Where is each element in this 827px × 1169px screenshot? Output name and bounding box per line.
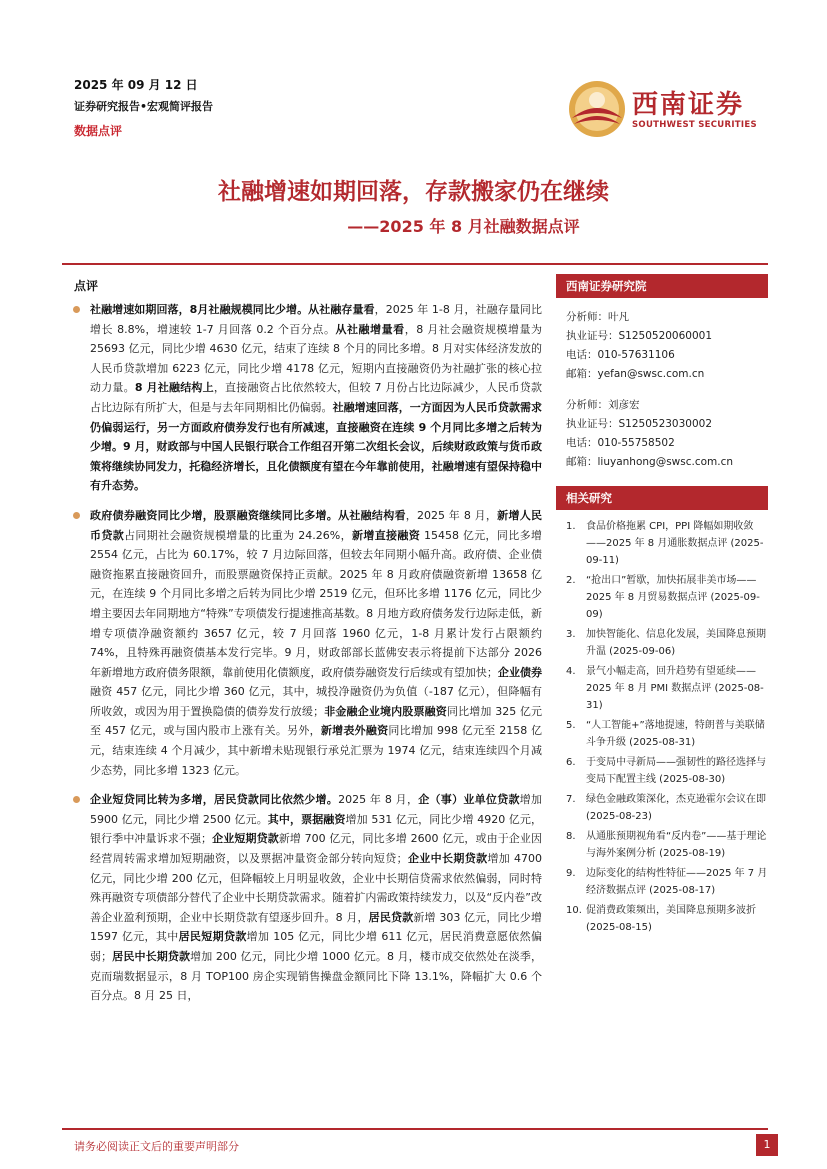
body-paragraph [64, 300, 542, 496]
related-research-item[interactable] [556, 626, 768, 660]
bold-text-run: 新增表外融资 [320, 724, 389, 738]
related-item-text: 食品价格拖累 CPI，PPI 降幅如期收敛——2025 年 8 月通胀数据点评 (2025-09-11) [586, 521, 764, 566]
related-research-item[interactable] [556, 518, 768, 569]
related-item-text: 从通胀预期视角看“反内卷”——基于理论与海外案例分析 (2025-08-19) [586, 831, 767, 859]
analyst-name: 分析师：叶凡 [566, 311, 629, 323]
bold-text-run: 企业短贷同比转为多增，居民贷款同比依然少增。 [90, 793, 339, 807]
text-run: 2025 年 8 月， [338, 793, 419, 807]
related-item-number: 2. [566, 575, 576, 586]
bold-text-run: 从社融增量看 [335, 322, 405, 336]
related-item-text: 加快智能化、信息化发展，美国降息预期升温 (2025-09-06) [586, 629, 766, 657]
bullet-dot-icon [73, 306, 80, 313]
bold-text-run: 8 月社融结构上 [134, 381, 214, 395]
related-item-number: 4. [566, 666, 576, 677]
main-body [64, 300, 542, 1016]
related-item-text: 促消费政策频出，美国降息预期多波折 (2025-08-15) [586, 905, 756, 933]
logo-english-name: SOUTHWEST SECURITIES [632, 120, 757, 130]
bold-text-run: 企（事）业单位贷款 [418, 793, 520, 807]
related-research-item[interactable] [556, 717, 768, 751]
text-run: 融资 457 亿元，同比少增 360 亿元，其中，城投净融资仍为负值（-187 亿元），但降幅有所收敛，或因为用于置换隐债的债券发行放缓； [90, 685, 542, 718]
sidebar [556, 274, 768, 939]
bold-text-run: 其中，票据融资 [267, 812, 346, 826]
related-item-number: 10. [566, 905, 582, 916]
related-item-number: 9. [566, 868, 576, 879]
text-run: 15458 亿元，同比多增 2554 亿元，占比为 60.17%，较 7 月边际回落，但较去年同期小幅升高。政府债、企业债融资拖累直接融资回升，而股票融资保持正贡献。2025 年 8 月政府债融资新增 13658 亿元，在连续 9 个月同比多增之后转为同比少增 2519 亿元，但环比多增 1176 亿元，同比少增主要因去年同期地方“特殊”专项债发行提速推高基数。8 月地方政府债务发行边际走低，新增专项债净融资额约 3657 亿元，较 7 月回落 1960 亿元，1-8 月累计发行占限额约 74%，且特殊再融资债基本发行完毕。9 月，财政部部长蓝佛安表示将提前下达部分 2026 年新增地方政府债务限额，靠前使用化债额度，政府债券融资发行后续或有望加快； [90, 528, 542, 679]
text-run: 新增 700 亿元，同比多增 2600 亿元，或由于企业因经营周转需求增加短期融资，以及票据冲量资金部分转向短贷； [90, 832, 543, 866]
bold-text-run: 居民贷款 [368, 910, 414, 924]
related-research-item[interactable] [556, 902, 768, 936]
related-item-number: 5. [566, 720, 576, 731]
text-run: ，8 月社会融资规模增量为 25693 亿元，同比少增 4630 亿元，结束了连续 8 个月的同比多增。8 月对实体经济发放的人民币贷款增加 6223 亿元，同比少增 4178 亿元，短期内直接融资仍为社融扩张的核心拉动力量。 [90, 322, 543, 395]
bold-text-run: 政府债券融资同比少增，股票融资继续同比多增。从社融结构看 [90, 508, 406, 522]
analyst-license: 执业证号：S1250523030002 [566, 418, 713, 430]
related-item-number: 1. [566, 521, 576, 532]
analyst-phone: 电话：010-57631106 [566, 349, 675, 361]
text-run: ，2025 年 8 月， [405, 508, 498, 522]
text-run: 增加 4700 亿元，同比少增 200 亿元，但降幅较上月明显收敛，企业中长期信贷需求依然偏弱，同时特殊再融资专项债部分替代了企业中长期贷款需求。随着扩内需政策持续发力，以及“反内卷”改善企业盈利预期，企业中长期贷款有望逐步回升。8 月， [90, 852, 542, 924]
related-research-item[interactable] [556, 663, 768, 714]
bold-text-run: 居民中长期贷款 [112, 950, 191, 963]
logo-chinese-name: 西南证券 [632, 90, 745, 120]
related-item-number: 3. [566, 629, 576, 640]
related-research-item[interactable] [556, 865, 768, 899]
related-item-text: 绿色金融政策深化，杰克逊霍尔会议在即 (2025-08-23) [586, 794, 766, 822]
related-research-item[interactable] [556, 754, 768, 788]
bold-text-run: 社融增速如期回落，8月社融规模同比少增。从社融存量看 [90, 303, 375, 316]
bold-text-run: 社融增速回落，一方面因为人民币贷款需求仍偏弱运行，另一方面政府债券发行也有所减速，直接融资在连续 9 个月同比多增之后转为少增。9 月，财政部与中国人民银行联合工作组召开第二次组长会议，后续财政政策与货币政策将继续协同发力，托稳经济增长，且化债额度有望在今年靠前使用，社融增速有望保持稳中有升态势。 [90, 400, 543, 493]
text-run: ，2025 年 1-8 月，社融存量同比增长 8.8%，增速较 1-7 月回落 0.2 个百分点。 [90, 303, 543, 336]
bold-text-run: 新增人民币贷款 [90, 508, 543, 542]
report-category: 数据点评 [74, 124, 123, 138]
body-paragraph [64, 506, 542, 780]
related-research-header: 相关研究 [556, 486, 768, 510]
logo-sun-icon [566, 78, 628, 140]
bullet-dot-icon [73, 796, 80, 803]
text-run: 占同期社会融资规模增量的比重为 24.26%， [124, 528, 352, 542]
section-heading: 点评 [74, 279, 99, 293]
bold-text-run: 企业短期贷款 [212, 832, 279, 846]
page-title: 社融增速如期回落，存款搬家仍在继续 [218, 178, 609, 205]
text-run: ，直接融资占比依然较大，但较 7 月份占比边际减少，人民币贷款占比边际有所扩大，但是与去年同期相比仍偏弱。 [90, 381, 543, 414]
footer-disclaimer[interactable]: 请务必阅读正文后的重要声明部分 [74, 1140, 239, 1153]
bold-text-run: 企业债券 [497, 665, 543, 679]
related-item-text: 于变局中寻新局——强韧性的路径选择与变局下配置主线 (2025-08-30) [586, 757, 766, 785]
related-item-number: 6. [566, 757, 576, 768]
related-item-text: “抢出口”暂歇，加快拓展非美市场——2025 年 8 月贸易数据点评 (2025-09-09) [586, 575, 760, 620]
bold-text-run: 新增直接融资 [351, 528, 421, 542]
brand-logo [566, 78, 766, 138]
text-run: 增加 200 亿元，同比少增 1000 亿元。8 月，楼市成交依然处在淡季，克而瑞数据显示，8 月 TOP100 房企实现销售操盘金额同比下降 13.1%，降幅扩大 0.6 个百分点。8 月 25 日， [90, 950, 542, 1003]
text-run: 增加 5900 亿元，同比少增 2500 亿元。 [90, 793, 543, 826]
analyst-email[interactable]: 邮箱：yefan@swsc.com.cn [566, 368, 705, 380]
analyst-license: 执业证号：S1250520060001 [566, 330, 713, 342]
bullet-dot-icon [73, 512, 80, 519]
footer-divider [62, 1128, 768, 1130]
related-item-number: 7. [566, 794, 576, 805]
bold-text-run: 企业中长期贷款 [407, 852, 488, 866]
related-item-text: “人工智能+”落地提速，特朗普与美联储斗争升级 (2025-08-31) [586, 720, 765, 748]
page-subtitle: ——2025 年 8 月社融数据点评 [347, 217, 580, 236]
bold-text-run: 居民短期贷款 [178, 930, 247, 944]
body-paragraph [64, 790, 542, 1006]
related-item-text: 边际变化的结构性特征——2025 年 7 月经济数据点评 (2025-08-17) [586, 868, 768, 896]
text-run: 新增 303 亿元，同比少增 1597 亿元，其中 [90, 910, 542, 944]
text-run: 同比增加 998 亿元至 2158 亿元，结束连续 4 个月减少，其中新增未贴现银行承兑汇票为 1974 亿元，结束连续四个月减少态势，同比多增 1323 亿元。 [90, 724, 542, 777]
analyst-email[interactable]: 邮箱：liuyanhong@swsc.com.cn [566, 456, 734, 468]
related-item-text: 景气小幅走高，回升趋势有望延续——2025 年 8 月 PMI 数据点评 (2025-08-31) [586, 666, 764, 711]
related-research-item[interactable] [556, 828, 768, 862]
header-divider [62, 263, 768, 265]
related-research-item[interactable] [556, 791, 768, 825]
report-date: 2025 年 09 月 12 日 [74, 78, 198, 92]
analyst-block-2 [556, 396, 768, 472]
analyst-block-1 [556, 308, 768, 384]
related-research-item[interactable] [556, 572, 768, 623]
text-run: 同比增加 325 亿元至 457 亿元，或与国内股市上涨有关。另外， [90, 704, 543, 738]
report-type: 证券研究报告•宏观简评报告 [74, 100, 214, 113]
bold-text-run: 非金融企业境内股票融资 [324, 704, 447, 718]
analyst-name: 分析师：刘彦宏 [566, 399, 640, 411]
related-research-list [556, 518, 768, 936]
institute-header: 西南证券研究院 [556, 274, 768, 298]
text-run: 增加 105 亿元，同比少增 611 亿元，居民消费意愿依然偏弱； [90, 930, 542, 963]
related-item-number: 8. [566, 831, 576, 842]
text-run: 增加 531 亿元，同比少增 4920 亿元，银行季中冲量诉求不强； [90, 812, 543, 846]
page-number: 1 [756, 1134, 778, 1156]
analyst-phone: 电话：010-55758502 [566, 437, 675, 449]
